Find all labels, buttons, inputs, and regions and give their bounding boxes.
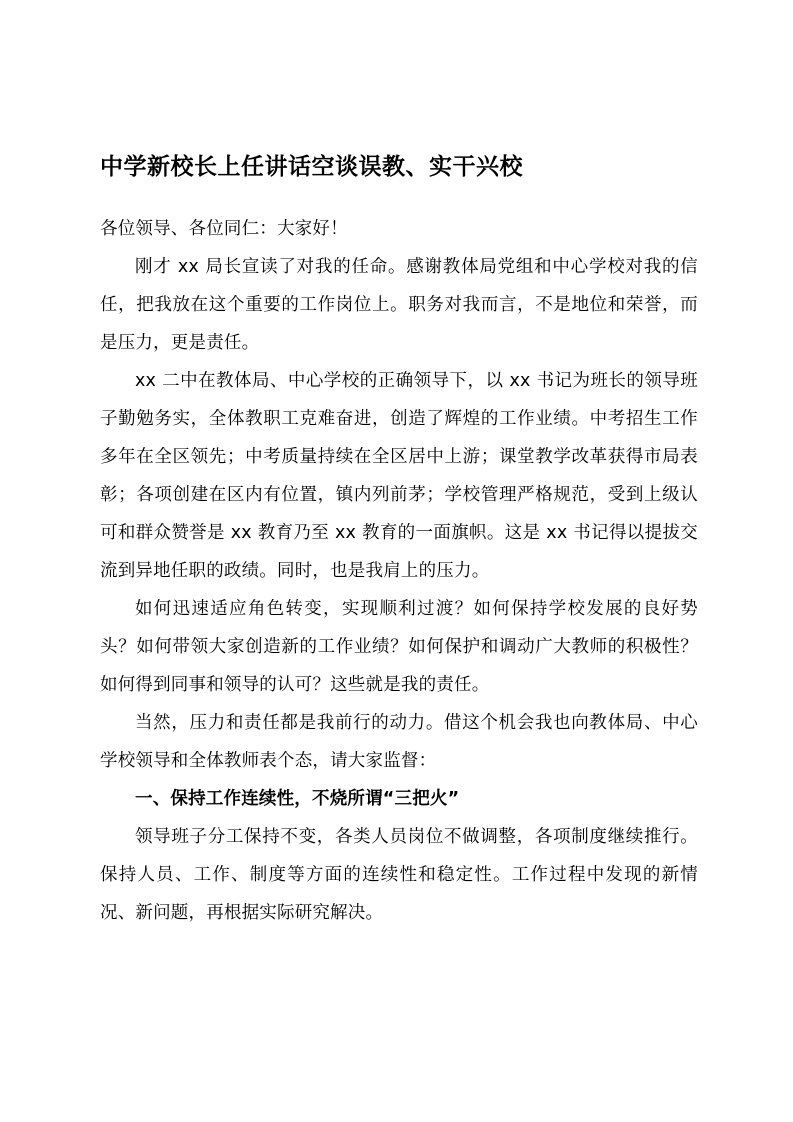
paragraph-2: xx 二中在教体局、中心学校的正确领导下，以 xx 书记为班长的领导班子勤勉务实，全体教职工克难奋进，创造了辉煌的工作业绩。中考招生工作多年在全区领先；中考质量持续在全区居中上游；课堂教学改革获得市局表彰；各项创建在区内有位置，镇内列前茅；学校管理严格规范，受到上级认可和群众赞誉是 xx 教育乃至 xx 教育的一面旗帜。这是 xx 书记得以提拔交流到异地任职的政绩。同时，也是我肩上的压力。 xyxy=(100,371,698,581)
paragraph-salutation: 各位领导、各位同仁：大家好！ xyxy=(100,219,348,239)
paragraph-3: 如何迅速适应角色转变，实现顺利过渡？如何保持学校发展的良好势头？如何带领大家创造新的工作业绩？如何保护和调动广大教师的积极性？如何得到同事和领导的认可？这些就是我的责任。 xyxy=(100,599,698,695)
section-heading-1: 一、保持工作连续性，不烧所谓“三把火” xyxy=(135,789,460,809)
page-title: 中学新校长上任讲话空谈误教、实干兴校 xyxy=(100,154,523,180)
paragraph-4: 当然，压力和责任都是我前行的动力。借这个机会我也向教体局、中心学校领导和全体教师表个态，请大家监督： xyxy=(100,713,698,771)
paragraph-5: 领导班子分工保持不变，各类人员岗位不做调整，各项制度继续推行。保持人员、工作、制度等方面的连续性和稳定性。工作过程中发现的新情况、新问题，再根据实际研究解决。 xyxy=(100,827,698,923)
paragraph-1: 刚才 xx 局长宣读了对我的任命。感谢教体局党组和中心学校对我的信任，把我放在这个重要的工作岗位上。职务对我而言，不是地位和荣誉，而是压力，更是责任。 xyxy=(100,257,698,353)
